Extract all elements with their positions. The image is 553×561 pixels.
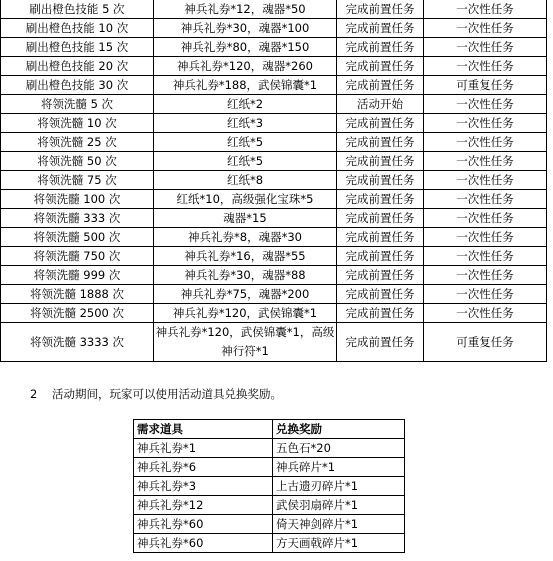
exchange-row [134,477,405,496]
exchange-table-body [134,439,405,553]
exchange-required-item-cell: 神兵礼券*60 [134,534,273,553]
exchange-row [134,496,405,515]
task-prerequisite-cell: 完成前置任务 [337,266,424,285]
task-condition-cell: 将领洗髓 5 次 [1,95,154,114]
task-row [1,114,547,133]
task-condition-cell: 刷出橙色技能 15 次 [1,38,154,57]
task-reward-cell: 神兵礼券*16，魂器*55 [154,247,337,266]
task-row [1,247,547,266]
task-condition-cell: 将领洗髓 25 次 [1,133,154,152]
task-type-cell: 一次性任务 [424,285,547,304]
task-condition-cell: 将领洗髓 2500 次 [1,304,154,323]
task-prerequisite-cell: 完成前置任务 [337,114,424,133]
task-prerequisite-cell: 完成前置任务 [337,76,424,95]
task-reward-cell: 红纸*5 [154,133,337,152]
task-prerequisite-cell: 完成前置任务 [337,133,424,152]
exchange-required-item-cell: 神兵礼券*3 [134,477,273,496]
exchange-header-reward: 兑换奖励 [273,420,405,439]
task-type-cell: 一次性任务 [424,38,547,57]
exchange-reward-cell: 方天画戟碎片*1 [273,534,405,553]
task-prerequisite-cell: 完成前置任务 [337,247,424,266]
exchange-required-item-cell: 神兵礼券*1 [134,439,273,458]
task-reward-cell: 红纸*8 [154,171,337,190]
task-reward-cell: 神兵礼券*8，魂器*30 [154,228,337,247]
task-condition-cell: 刷出橙色技能 5 次 [1,0,154,19]
task-prerequisite-cell: 完成前置任务 [337,209,424,228]
task-condition-cell: 将领洗髓 75 次 [1,171,154,190]
task-row [1,0,547,19]
task-reward-cell: 神兵礼券*30，魂器*100 [154,19,337,38]
exchange-row [134,439,405,458]
task-row [1,57,547,76]
task-type-cell: 一次性任务 [424,228,547,247]
task-prerequisite-cell: 完成前置任务 [337,38,424,57]
exchange-row [134,458,405,477]
note-text: 活动期间，玩家可以使用活动道具兑换奖励。 [52,387,282,401]
task-prerequisite-cell: 完成前置任务 [337,0,424,19]
task-reward-cell: 神兵礼券*75，魂器*200 [154,285,337,304]
task-row [1,76,547,95]
task-row [1,323,547,362]
task-reward-cell: 神兵礼券*120，魂器*260 [154,57,337,76]
task-row [1,19,547,38]
task-condition-cell: 将领洗髓 999 次 [1,266,154,285]
task-condition-cell: 将领洗髓 3333 次 [1,323,154,362]
task-reward-cell: 魂器*15 [154,209,337,228]
task-row [1,304,547,323]
task-reward-cell: 神兵礼券*188，武侯锦囊*1 [154,76,337,95]
task-type-cell: 一次性任务 [424,19,547,38]
task-row [1,171,547,190]
task-type-cell: 一次性任务 [424,95,547,114]
task-row [1,266,547,285]
exchange-reward-cell: 倚天神剑碎片*1 [273,515,405,534]
task-row [1,285,547,304]
task-reward-cell: 红纸*3 [154,114,337,133]
task-prerequisite-cell: 完成前置任务 [337,57,424,76]
task-prerequisite-cell: 完成前置任务 [337,304,424,323]
task-reward-cell: 神兵礼券*12，魂器*50 [154,0,337,19]
exchange-required-item-cell: 神兵礼券*60 [134,515,273,534]
task-type-cell: 一次性任务 [424,57,547,76]
exchange-reward-cell: 神兵碎片*1 [273,458,405,477]
task-condition-cell: 将领洗髓 333 次 [1,209,154,228]
task-condition-cell: 刷出橙色技能 10 次 [1,19,154,38]
exchange-row [134,534,405,553]
task-prerequisite-cell: 完成前置任务 [337,285,424,304]
exchange-reward-cell: 上古遗刃碎片*1 [273,477,405,496]
task-type-cell: 一次性任务 [424,247,547,266]
task-reward-cell: 神兵礼券*120，武侯锦囊*1 [154,304,337,323]
task-type-cell: 一次性任务 [424,209,547,228]
task-type-cell: 一次性任务 [424,266,547,285]
exchange-reward-cell: 武侯羽扇碎片*1 [273,496,405,515]
task-prerequisite-cell: 完成前置任务 [337,323,424,362]
task-condition-cell: 将领洗髓 1888 次 [1,285,154,304]
task-prerequisite-cell: 完成前置任务 [337,190,424,209]
task-condition-cell: 刷出橙色技能 30 次 [1,76,154,95]
task-row [1,152,547,171]
task-condition-cell: 将领洗髓 100 次 [1,190,154,209]
task-type-cell: 可重复任务 [424,323,547,362]
task-type-cell: 一次性任务 [424,171,547,190]
task-reward-cell: 神兵礼券*80，魂器*150 [154,38,337,57]
task-prerequisite-cell: 完成前置任务 [337,228,424,247]
task-reward-cell: 神兵礼券*120，武侯锦囊*1，高级神行符*1 [154,323,337,362]
note-number: 2 [30,387,38,401]
task-prerequisite-cell: 完成前置任务 [337,171,424,190]
task-reward-cell: 红纸*5 [154,152,337,171]
exchange-header-required-item: 需求道具 [134,420,273,439]
task-condition-cell: 将领洗髓 10 次 [1,114,154,133]
task-row [1,95,547,114]
task-row [1,228,547,247]
task-row [1,38,547,57]
exchange-note [30,386,282,402]
task-type-cell: 可重复任务 [424,76,547,95]
task-prerequisite-cell: 完成前置任务 [337,19,424,38]
task-table-body [1,0,547,362]
exchange-row [134,515,405,534]
task-reward-cell: 神兵礼券*30，魂器*88 [154,266,337,285]
task-type-cell: 一次性任务 [424,152,547,171]
task-type-cell: 一次性任务 [424,190,547,209]
exchange-table [133,419,405,553]
task-type-cell: 一次性任务 [424,114,547,133]
task-condition-cell: 刷出橙色技能 20 次 [1,57,154,76]
task-prerequisite-cell: 完成前置任务 [337,152,424,171]
exchange-reward-cell: 五色石*20 [273,439,405,458]
task-condition-cell: 将领洗髓 500 次 [1,228,154,247]
task-row [1,209,547,228]
task-type-cell: 一次性任务 [424,0,547,19]
task-reward-cell: 红纸*2 [154,95,337,114]
exchange-header-row [134,420,405,439]
exchange-required-item-cell: 神兵礼券*6 [134,458,273,477]
task-row [1,190,547,209]
exchange-required-item-cell: 神兵礼券*12 [134,496,273,515]
task-reward-cell: 红纸*10，高级强化宝珠*5 [154,190,337,209]
task-type-cell: 一次性任务 [424,304,547,323]
task-type-cell: 一次性任务 [424,133,547,152]
task-prerequisite-cell: 活动开始 [337,95,424,114]
task-condition-cell: 将领洗髓 750 次 [1,247,154,266]
task-row [1,133,547,152]
task-condition-cell: 将领洗髓 50 次 [1,152,154,171]
